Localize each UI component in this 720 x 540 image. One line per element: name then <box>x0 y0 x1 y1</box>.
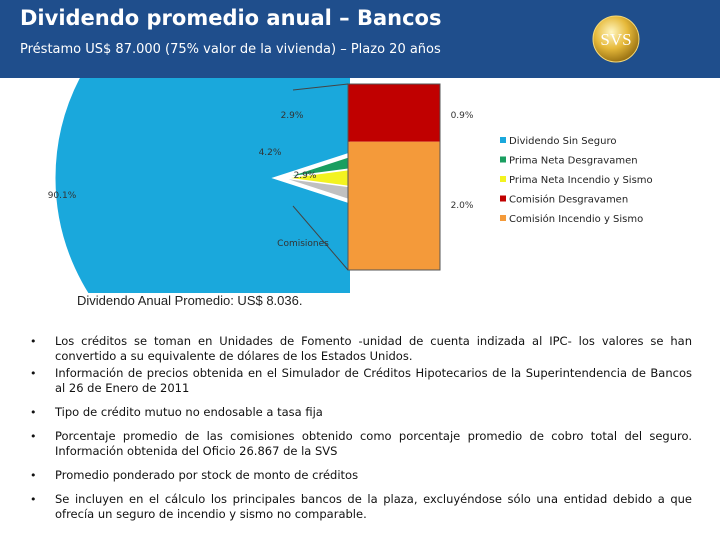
annual-dividend-text: Dividendo Anual Promedio: US$ 8.036. <box>77 293 303 308</box>
pie-data-label: 4.2% <box>258 148 282 158</box>
svs-logo <box>591 14 641 64</box>
legend <box>500 136 653 225</box>
notes-list <box>30 334 692 531</box>
note-text: Se incluyen en el cálculo los principales bancos de la plaza, excluyéndose sólo una entidad debido a que ofrecía un seguro de incendio y sismo no comparable. <box>55 492 692 521</box>
note-item <box>30 468 692 483</box>
legend-swatch <box>500 137 506 143</box>
bar-data-label: 2.0% <box>450 201 474 211</box>
note-item <box>30 366 692 396</box>
bar-segment <box>348 84 440 142</box>
legend-swatch <box>500 157 506 163</box>
note-item <box>30 429 692 459</box>
note-item <box>30 334 692 364</box>
pie-data-label: 2.9% <box>293 171 317 181</box>
bullet-marker: • <box>30 469 37 482</box>
note-text: Porcentaje promedio de las comisiones obtenido como porcentaje promedio de cobro total del seguro. Información obtenida del Oficio 26.867 de la SVS <box>55 429 692 458</box>
chart-area <box>0 78 720 293</box>
legend-label: Prima Neta Desgravamen <box>509 155 638 167</box>
legend-label: Comisión Desgravamen <box>509 194 629 206</box>
logo-text: SVS <box>600 30 632 49</box>
note-text: Información de precios obtenida en el Simulador de Créditos Hipotecarios de la Superintendencia de Bancos al 26 de Enero de 2011 <box>55 366 692 395</box>
page-subtitle: Préstamo US$ 87.000 (75% valor de la vivienda) – Plazo 20 años <box>20 42 441 57</box>
legend-swatch <box>500 215 506 221</box>
page-title: Dividendo promedio anual – Bancos <box>20 6 442 30</box>
bullet-marker: • <box>30 493 37 506</box>
note-item <box>30 492 692 522</box>
bullet-marker: • <box>30 406 37 419</box>
bullet-marker: • <box>30 367 37 380</box>
note-item <box>30 405 692 420</box>
pie-data-label: 2.9% <box>280 111 304 121</box>
bar-category-label: Comisiones <box>277 239 329 249</box>
legend-label: Dividendo Sin Seguro <box>509 136 617 147</box>
bar-data-label: 0.9% <box>450 111 474 121</box>
note-text: Los créditos se toman en Unidades de Fomento -unidad de cuenta indizada al IPC- los valores se han convertido a su equivalente de dólares de los Estados Unidos. <box>55 334 692 363</box>
note-text: Promedio ponderado por stock de monto de créditos <box>55 468 359 482</box>
legend-swatch <box>500 176 506 182</box>
bullet-marker: • <box>30 430 37 443</box>
bullet-marker: • <box>30 335 37 348</box>
legend-label: Prima Neta Incendio y Sismo <box>509 175 653 186</box>
header-banner <box>0 0 720 78</box>
legend-swatch <box>500 196 506 202</box>
pie-data-label: 90.1% <box>47 191 77 201</box>
note-text: Tipo de crédito mutuo no endosable a tasa fija <box>55 405 323 419</box>
legend-label: Comisión Incendio y Sismo <box>509 214 644 225</box>
bar-segment <box>348 142 440 270</box>
